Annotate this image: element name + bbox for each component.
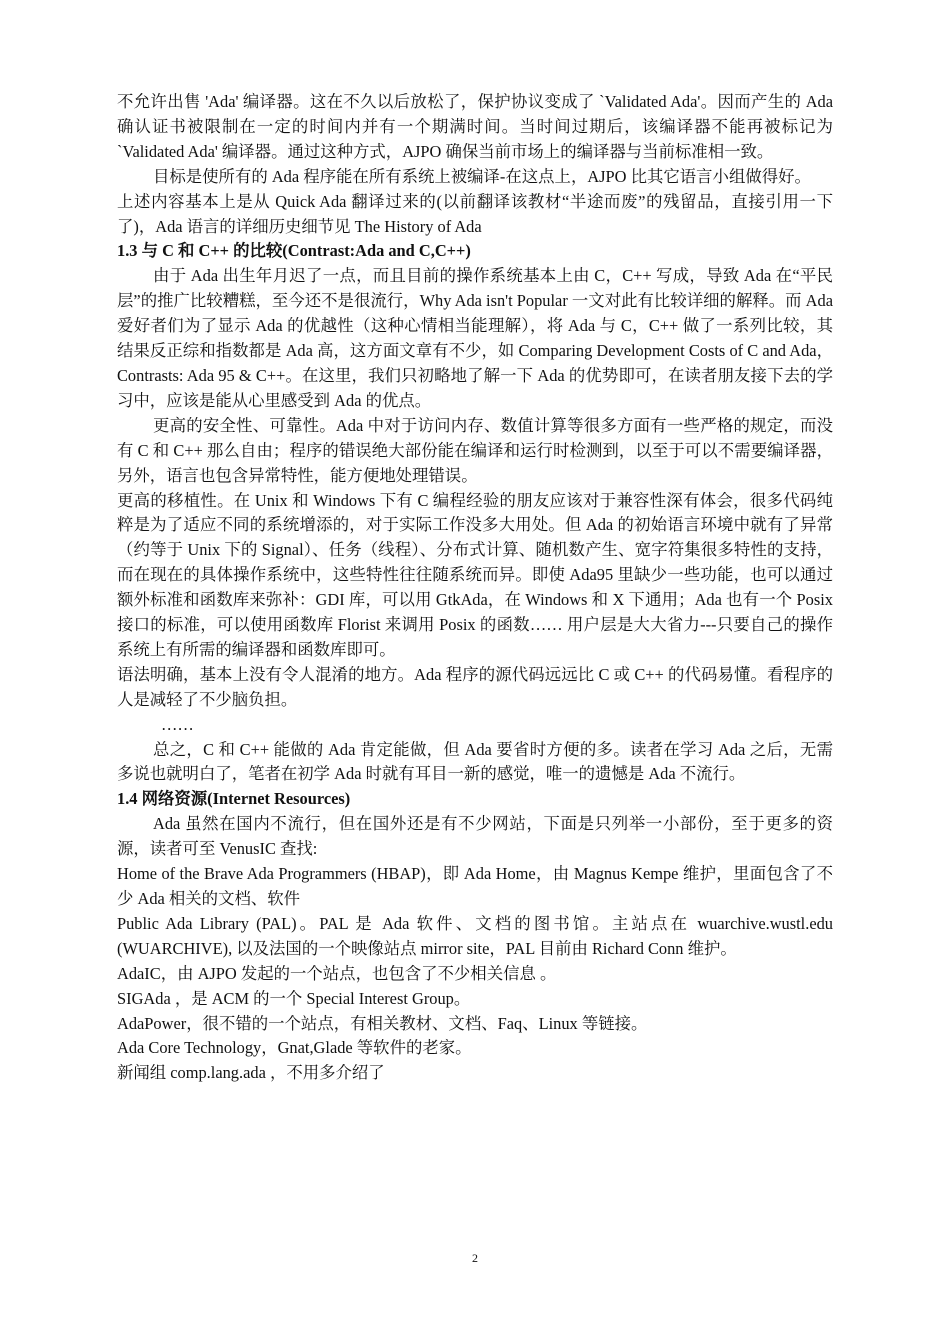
section-heading-1-4: 1.4 网络资源(Internet Resources) <box>117 789 351 809</box>
page-body <box>117 90 833 1086</box>
paragraph-validated-ada: 不允许出售 'Ada' 编译器。这在不久以后放松了，保护协议变成了 `Validated Ada'。因而产生的 Ada 确认证书被限制在一定的时间内并有一个期满时间。当时间过期后，该编译器不能再被标记为`Validated Ada' 编译器。通过这种方式，AJPO 确保当前市场上的编译器与当前标准相一致。 <box>117 92 833 161</box>
resource-item-hbap: Home of the Brave Ada Programmers (HBAP)，即 Ada Home，由 Magnus Kempe 维护，里面包含了不少 Ada 相关的文档、软件 <box>117 864 833 908</box>
paragraph-resources-intro: Ada 虽然在国内不流行，但在国外还是有不少网站，下面是只列举一小部份，至于更多的资源，读者可至 VenusIC 查找: <box>117 814 833 859</box>
resource-item-pal: Public Ada Library (PAL)。PAL 是 Ada 软件、文档的图书馆。主站点在 wuarchive.wustl.edu (WUARCHIVE), 以及法国的一个映像站点 mirror site，PAL 目前由 Richard Conn 维护。 <box>117 913 833 958</box>
resource-item-sigada: SIGAda ，是 ACM 的一个 Special Interest Group。 <box>117 988 471 1008</box>
paragraph-goal: 目标是使所有的 Ada 程序能在所有系统上被编译-在这点上，AJPO 比其它语言小组做得好。 <box>153 166 811 186</box>
ellipsis: …… <box>161 714 194 734</box>
resource-item-newsgroup: 新闻组 comp.lang.ada ，不用多介绍了 <box>117 1063 385 1083</box>
resource-item-adaic: AdaIC，由 AJPO 发起的一个站点，也包含了不少相关信息 。 <box>117 963 557 983</box>
resource-item-act: Ada Core Technology，Gnat,Glade 等软件的老家。 <box>117 1038 472 1058</box>
paragraph-conclusion: 总之，C 和 C++ 能做的 Ada 肯定能做，但 Ada 要省时方便的多。读者在学习 Ada 之后，无需多说也就明白了，笔者在初学 Ada 时就有耳目一新的感觉，唯一的遗憾是 Ada 不流行。 <box>117 739 833 784</box>
paragraph-portability: 更高的移植性。在 Unix 和 Windows 下有 C 编程经验的朋友应该对于兼容性深有体会，很多代码纯粹是为了适应不同的系统增添的，对于实际工作没多大用处。但 Ada 的初始语言环境中就有了异常（约等于 Unix 下的 Signal）、任务（线程）、分布式计算、随机数产生、宽字符集很多特性的支持，而在现在的具体操作系统中，这些特性往往随系统而异。即使 Ada95 里缺少一些功能，也可以通过额外标准和函数库来弥补：GDI 库，可以用 GtkAda，在 Windows 和 X 下通用；Ada 也有一个 Posix 接口的标准，可以使用函数库 Florist 来调用 Posix 的函数…… 用户层是大大省力---只要自己的操作系统上有所需的编译器和函数库即可。 <box>117 490 833 659</box>
paragraph-safety: 更高的安全性、可靠性。Ada 中对于访问内存、数值计算等很多方面有一些严格的规定，而没有 C 和 C++ 那么自由；程序的错误绝大部份能在编译和运行时检测到，以至于可以不需要编译器，另外，语言也包含异常特性，能方便地处理错误。 <box>117 415 833 485</box>
section-heading-1-3: 1.3 与 C 和 C++ 的比较(Contrast:Ada and C,C++) <box>117 241 471 261</box>
paragraph-syntax: 语法明确，基本上没有令人混淆的地方。Ada 程序的源代码远远比 C 或 C++ 的代码易懂。看程序的人是减轻了不少脑负担。 <box>117 664 833 709</box>
paragraph-comparison-intro: 由于 Ada 出生年月迟了一点，而且目前的操作系统基本上由 C，C++ 写成，导致 Ada 在“平民层”的推广比较糟糕，至今还不是很流行，Why Ada isn't Popular 一文对此有比较详细的解释。而 Ada 爱好者们为了显示 Ada 的优越性（这种心情相当能理解），将 Ada 与 C，C++ 做了一系列比较，其结果反正综和指数都是 Ada 高，这方面文章有不少，如 Comparing Development Costs of C and Ada，Contrasts: Ada 95 & C++。在这里，我们只初略地了解一下 Ada 的优势即可，在读者朋友接下去的学习中，应该是能从心里感受到 Ada 的优点。 <box>117 266 833 410</box>
resource-item-adapower: AdaPower，很不错的一个站点，有相关教材、文档、Faq、Linux 等链接。 <box>117 1013 648 1033</box>
paragraph-source-note: 上述内容基本上是从 Quick Ada 翻译过来的(以前翻译该教材“半途而废”的残留品，直接引用一下了)，Ada 语言的详细历史细节见 The History of Ada <box>117 191 833 236</box>
page-number: 2 <box>472 1251 478 1265</box>
